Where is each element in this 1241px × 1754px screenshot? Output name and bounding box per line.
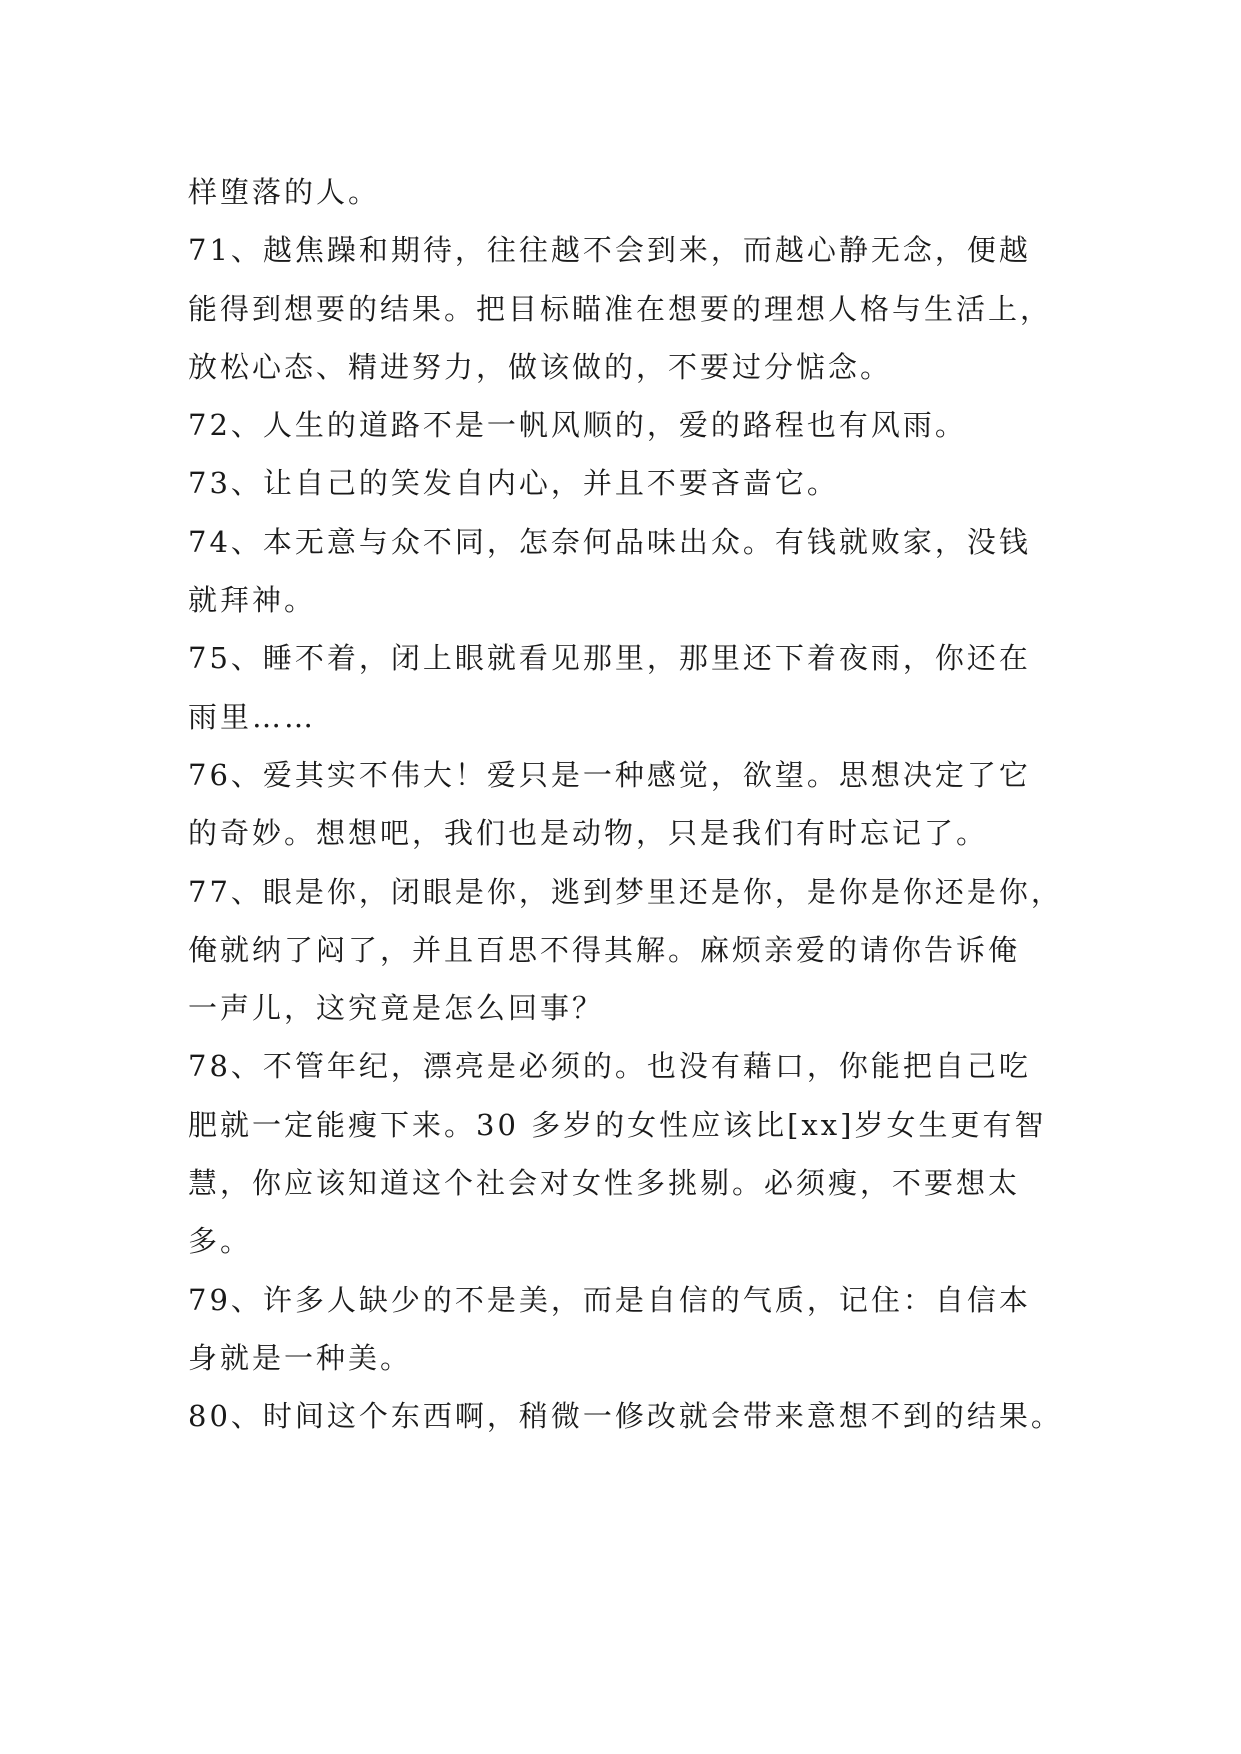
text-line: 雨里…… <box>188 699 317 734</box>
text-line: 的奇妙。想想吧，我们也是动物，只是我们有时忘记了。 <box>188 816 989 851</box>
text-line: 79、许多人缺少的不是美，而是自信的气质，记住：自信本 <box>188 1282 1031 1317</box>
text-line: 多。 <box>188 1224 253 1259</box>
document-body <box>188 163 1088 1446</box>
text-line: 77、眼是你，闭眼是你，逃到梦里还是你，是你是你还是你， <box>188 874 1063 909</box>
text-line: 身就是一种美。 <box>188 1340 413 1375</box>
text-line: 一声儿，这究竟是怎么回事？ <box>188 991 605 1026</box>
text-line: 73、让自己的笑发自内心，并且不要吝啬它。 <box>188 466 839 501</box>
text-line: 肥就一定能瘦下来。30 多岁的女性应该比[xx]岁女生更有智 <box>188 1107 1047 1142</box>
text-line: 样堕落的人。 <box>188 175 381 209</box>
text-line: 慧，你应该知道这个社会对女性多挑剔。必须瘦，不要想太 <box>188 1166 1021 1201</box>
text-line: 80、时间这个东西啊，稍微一修改就会带来意想不到的结果。 <box>188 1399 1063 1434</box>
text-line: 能得到想要的结果。把目标瞄准在想要的理想人格与生活上， <box>188 291 1053 326</box>
text-line: 放松心态、精进努力，做该做的，不要过分惦念。 <box>188 349 893 384</box>
text-line: 72、人生的道路不是一帆风顺的，爱的路程也有风雨。 <box>188 408 967 443</box>
text-line: 74、本无意与众不同，怎奈何品味出众。有钱就败家，没钱 <box>188 524 1031 559</box>
text-line: 75、睡不着，闭上眼就看见那里，那里还下着夜雨，你还在 <box>188 641 1031 676</box>
text-line: 78、不管年纪，漂亮是必须的。也没有藉口，你能把自己吃 <box>188 1049 1031 1084</box>
text-line: 71、越焦躁和期待，往往越不会到来，而越心静无念，便越 <box>188 233 1031 268</box>
text-line: 就拜神。 <box>188 583 317 618</box>
text-line: 76、爱其实不伟大！爱只是一种感觉，欲望。思想决定了它 <box>188 757 1031 792</box>
text-line: 俺就纳了闷了，并且百思不得其解。麻烦亲爱的请你告诉俺 <box>188 932 1021 967</box>
